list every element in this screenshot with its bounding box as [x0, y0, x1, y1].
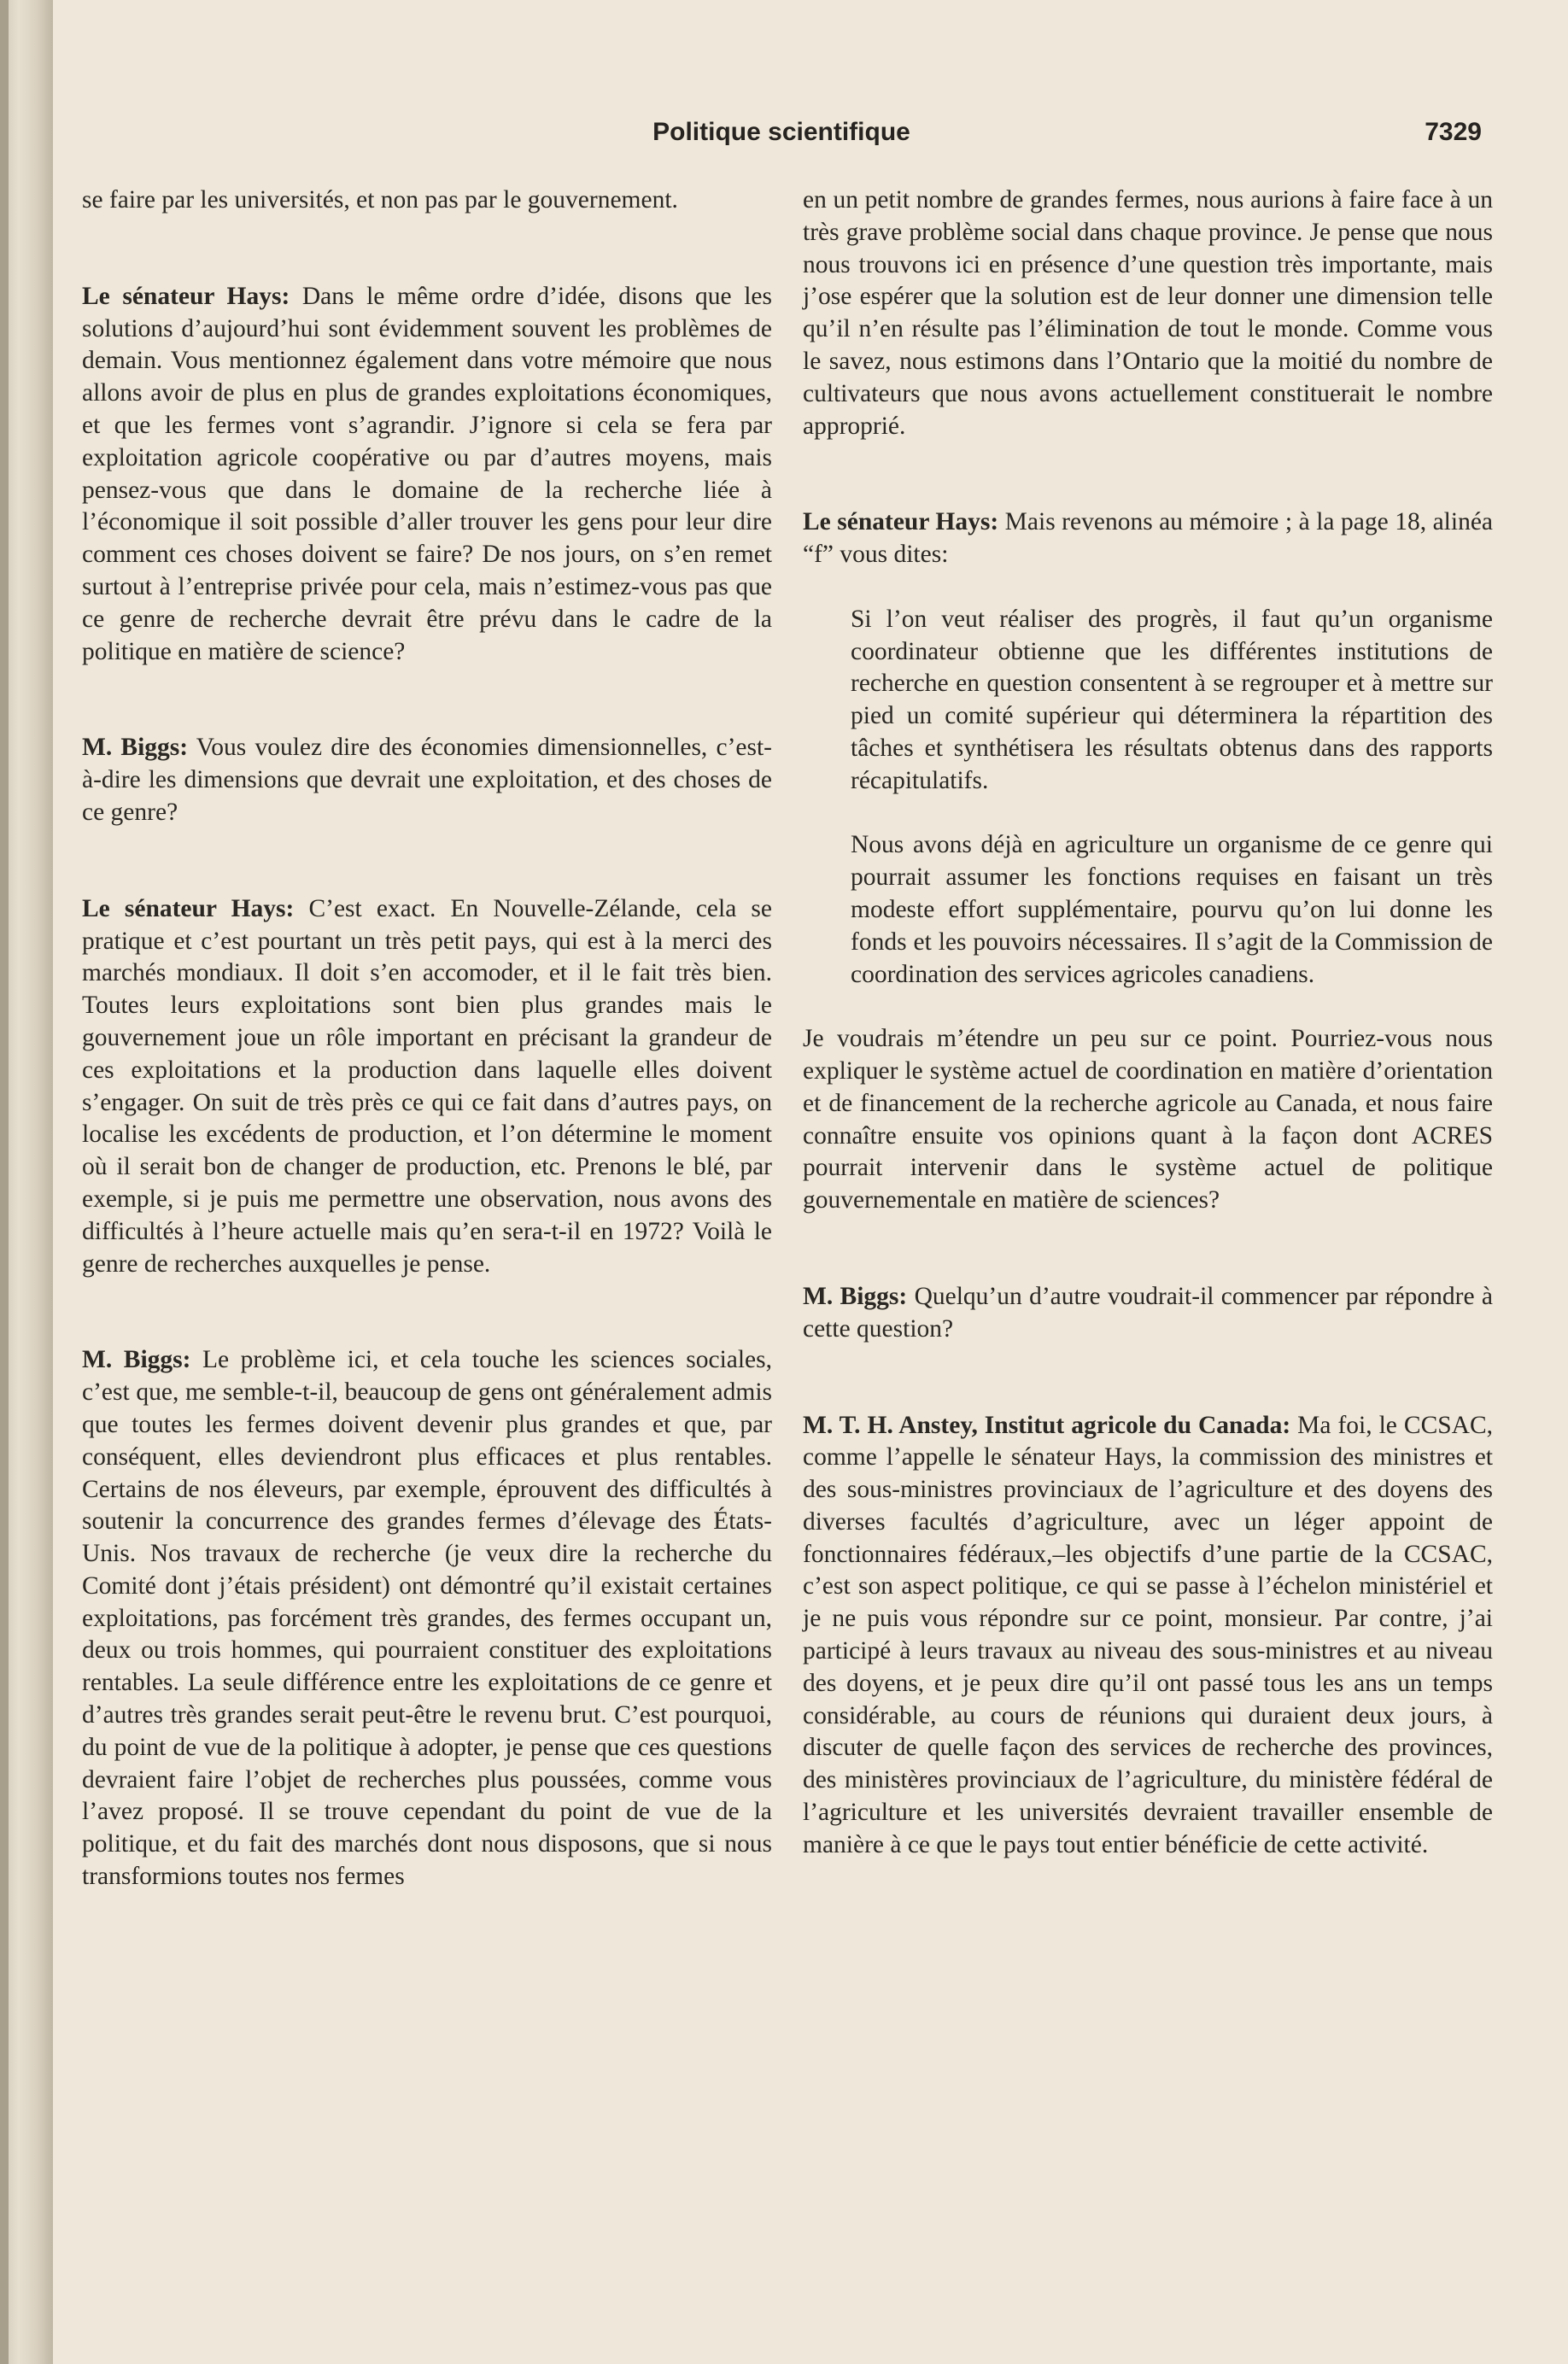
- block-quote: [851, 829, 1493, 991]
- paragraph: [82, 281, 772, 669]
- speaker-name: M. Biggs:: [82, 1346, 191, 1374]
- paragraph: [82, 732, 772, 828]
- paragraph: [82, 1344, 772, 1893]
- right-column: [803, 184, 1493, 1893]
- running-title: Politique scientifique: [652, 118, 910, 146]
- speaker-name: M. Biggs:: [82, 734, 189, 762]
- speaker-name: Le sénateur Hays:: [82, 282, 290, 310]
- speaker-name: M. Biggs:: [803, 1282, 908, 1310]
- page-header: [81, 118, 1482, 161]
- quote-text: Nous avons déjà en agriculture un organisme de ce genre qui pourrait assumer les fonctions requises en faisant un très modeste effort supplémentaire, pourvu qu’on lui donne les fonds et les pouvoirs nécessaires. Il s’agit de la Commission de coordination des services agricoles canadiens.: [851, 831, 1493, 988]
- paragraph-text: Vous voulez dire des économies dimensionnelles, c’est-à-dire les dimensions que devrait une exploitation, et des choses de ce genre?: [82, 734, 772, 826]
- paragraph: [803, 1281, 1493, 1346]
- paragraph-text: Le problème ici, et cela touche les sciences sociales, c’est que, me semble-t-il, beaucoup de gens ont généralement admis que toutes les fermes doivent devenir plus grandes et que, par conséquent, elles deviendront plus efficaces et plus rentables. Certains de nos éleveurs, par exemple, éprouvent des difficultés à soutenir la concurrence des grandes fermes d’élevage des États-Unis. Nos travaux de recherche (je veux dire la recherche du Comité dont j’étais président) ont démontré qu’il existait certaines exploitations, pas forcément très grandes, des fermes occupant un, deux ou trois hommes, qui pourraient constituer des exploitations rentables. La seule différence entre les exploitations de ce genre et d’autres très grandes serait peut-être le revenu brut. C’est pourquoi, du point de vue de la politique à adopter, je pense que ces questions devraient faire l’objet de recherches plus poussées, comme vous l’avez proposé. Il se trouve cependant du point de vue de la politique, et du fait des marchés dont nous disposons, que si nous transformions toutes nos fermes: [82, 1346, 772, 1891]
- speaker-name: Le sénateur Hays:: [82, 894, 295, 922]
- paragraph: [803, 184, 1493, 442]
- page-number: 7329: [1425, 118, 1482, 146]
- paragraph-text: C’est exact. En Nouvelle-Zélande, cela se pratique et c’est pourtant un très petit pays, qui est à la merci des marchés mondiaux. Il doit s’en accomoder, et il le fait très bien. Toutes leurs exploitations sont bien plus grandes mais le gouvernement joue un rôle important en précisant la grandeur de ces exploitations et la production dans laquelle elles doivent s’engager. On suit de très près ce qui ce fait dans d’autres pays, on localise les excédents de production, et l’on détermine le moment où il serait bon de changer de production, etc. Prenons le blé, par exemple, si je puis me permettre une observation, nous avons des difficultés à l’heure actuelle mais qu’en sera-t-il en 1972? Voilà le genre de recherches auxquelles je pense.: [82, 894, 772, 1278]
- speaker-name: M. T. H. Anstey, Institut agricole du Canada:: [803, 1411, 1291, 1439]
- paragraph-text: se faire par les universités, et non pas par le gouvernement.: [82, 186, 678, 214]
- paragraph-text: en un petit nombre de grandes fermes, nous aurions à faire face à un très grave problème social dans chaque province. Je pense que nous nous trouvons ici en présence d’une question très importante, mais j’ose espérer que la solution est de leur donner une dimension telle qu’il n’en résulte pas l’élimination de tout le monde. Comme vous le savez, nous estimons dans l’Ontario que la moitié du nombre de cultivateurs que nous avons actuellement constituerait le nombre approprié.: [803, 186, 1493, 440]
- binding-gutter: [0, 0, 53, 2364]
- paragraph: [803, 506, 1493, 571]
- binding-edge: [0, 0, 9, 2364]
- left-column: [82, 184, 772, 1926]
- paragraph-text: Ma foi, le CCSAC, comme l’appelle le sénateur Hays, la commission des ministres et des sous-ministres provinciaux de l’agriculture et des doyens des diverses facultés d’agriculture, avec un léger appoint de fonctionnaires fédéraux,–les objectifs d’une partie de la CCSAC, c’est son aspect politique, ce qui se passe à l’échelon ministériel et je ne puis vous répondre sur ce point, monsieur. Par contre, j’ai participé à leurs travaux au niveau des sous-ministres et au niveau des doyens, et je peux dire qu’il ont passé tous les ans un temps considérable, au cours de réunions qui duraient deux jours, à discuter de quelle façon des services de recherche des provinces, des ministères provinciaux de l’agriculture, du ministère fédéral de l’agriculture et les universités devraient travailler ensemble de manière à ce que le pays tout entier bénéficie de cette activité.: [803, 1411, 1494, 1858]
- quote-text: Si l’on veut réaliser des progrès, il faut qu’un organisme coordinateur obtienne que les différentes institutions de recherche en question consentent à se regrouper et à mettre sur pied un comité supérieur qui déterminera la répartition des tâches et synthétisera les résultats obtenus dans des rapports récapitulatifs.: [851, 605, 1493, 794]
- paragraph: [803, 1410, 1493, 1862]
- paragraph: [82, 184, 772, 217]
- block-quote: [851, 604, 1493, 798]
- paragraph-text: Dans le même ordre d’idée, disons que les solutions d’aujourd’hui sont évidemment souvent les problèmes de demain. Vous mentionnez également dans votre mémoire que nous allons avoir de plus en plus de grandes exploitations économiques, et que les fermes vont s’agrandir. J’ignore si cela se fera par exploitation agricole coopérative ou par d’autres moyens, mais pensez-vous que dans le domaine de la recherche liée à l’économique il soit possible d’aller trouver les gens pour leur dire comment ces choses doivent se faire? De nos jours, on s’en remet surtout à l’entreprise privée pour cela, mais n’estimez-vous pas que ce genre de recherche devrait être prévu dans le cadre de la politique en matière de science?: [82, 282, 772, 665]
- paragraph: [82, 893, 772, 1281]
- paragraph-text: Quelqu’un d’autre voudrait-il commencer par répondre à cette question?: [803, 1282, 1493, 1343]
- speaker-name: Le sénateur Hays:: [803, 508, 999, 536]
- paragraph-text: Je voudrais m’étendre un peu sur ce point. Pourriez-vous nous expliquer le système actuel de coordination en matière d’orientation et de financement de la recherche agricole au Canada, et nous faire connaître ensuite vos opinions quant à la façon dont ACRES pourrait intervenir dans le système actuel de politique gouvernementale en matière de sciences?: [803, 1025, 1493, 1214]
- paragraph: [803, 1023, 1493, 1217]
- paragraph-text: Mais revenons au mémoire ; à la page 18, alinéa “f” vous dites:: [803, 508, 1494, 569]
